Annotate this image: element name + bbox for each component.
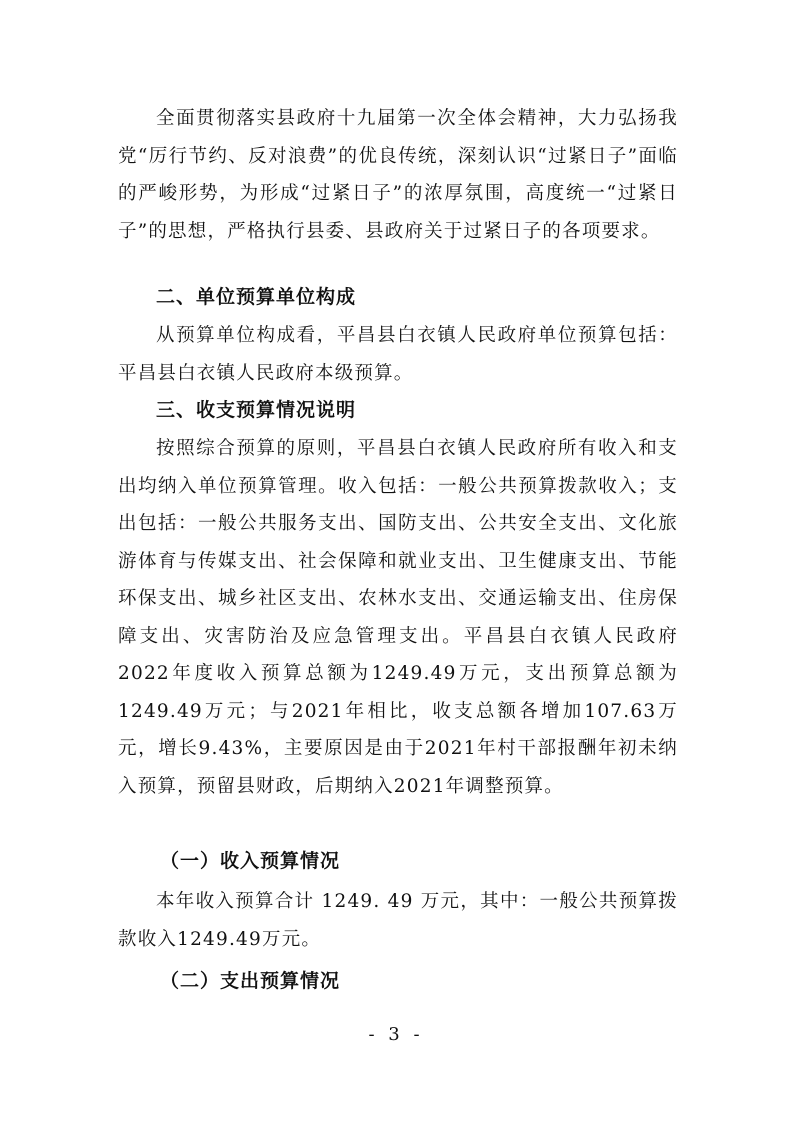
section-heading-unit-composition: 二、单位预算单位构成 [156, 286, 357, 308]
subsection-heading-expenditure: （二）支出预算情况 [160, 970, 341, 992]
paragraph-composition: 从预算单位构成看，平昌县白衣镇人民政府单位预算包括：平昌县白衣镇人民政府本级预算。 [118, 325, 678, 384]
paragraph-budget-explanation: 按照综合预算的原则，平昌县白衣镇人民政府所有收入和支出均纳入单位预算管理。收入包括：一般公共预算拨款收入；支出包括：一般公共服务支出、国防支出、公共安全支出、文化旅游体育与传媒支出、社会保障和就业支出、卫生健康支出、节能环保支出、城乡社区支出、农林水支出、交通运输支出、住房保障支出、灾害防治及应急管理支出。平昌县白衣镇人民政府2022年度收入预算总额为1249.49万元，支出预算总额为1249.49万元；与2021年相比，收支总额各增加107.63万元，增长9.43%，主要原因是由于2021年村干部报酬年初未纳入预算，预留县财政，后期纳入2021年调整预算。 [118, 438, 678, 797]
paragraph-income: 本年收入预算合计 1249. 49 万元，其中：一般公共预算拨款收入1249.49万元。 [118, 891, 678, 950]
section-heading-budget-explanation: 三、收支预算情况说明 [156, 399, 357, 421]
page-number: - 3 - [368, 1024, 424, 1045]
subsection-heading-income: （一）收入预算情况 [160, 850, 341, 872]
paragraph-intro: 全面贯彻落实县政府十九届第一次全体会精神，大力弘扬我党“厉行节约、反对浪费”的优良传统，深刻认识“过紧日子”面临的严峻形势，为形成“过紧日子”的浓厚氛围，高度统一“过紧日子”的思想，严格执行县委、县政府关于过紧日子的各项要求。 [118, 108, 678, 242]
